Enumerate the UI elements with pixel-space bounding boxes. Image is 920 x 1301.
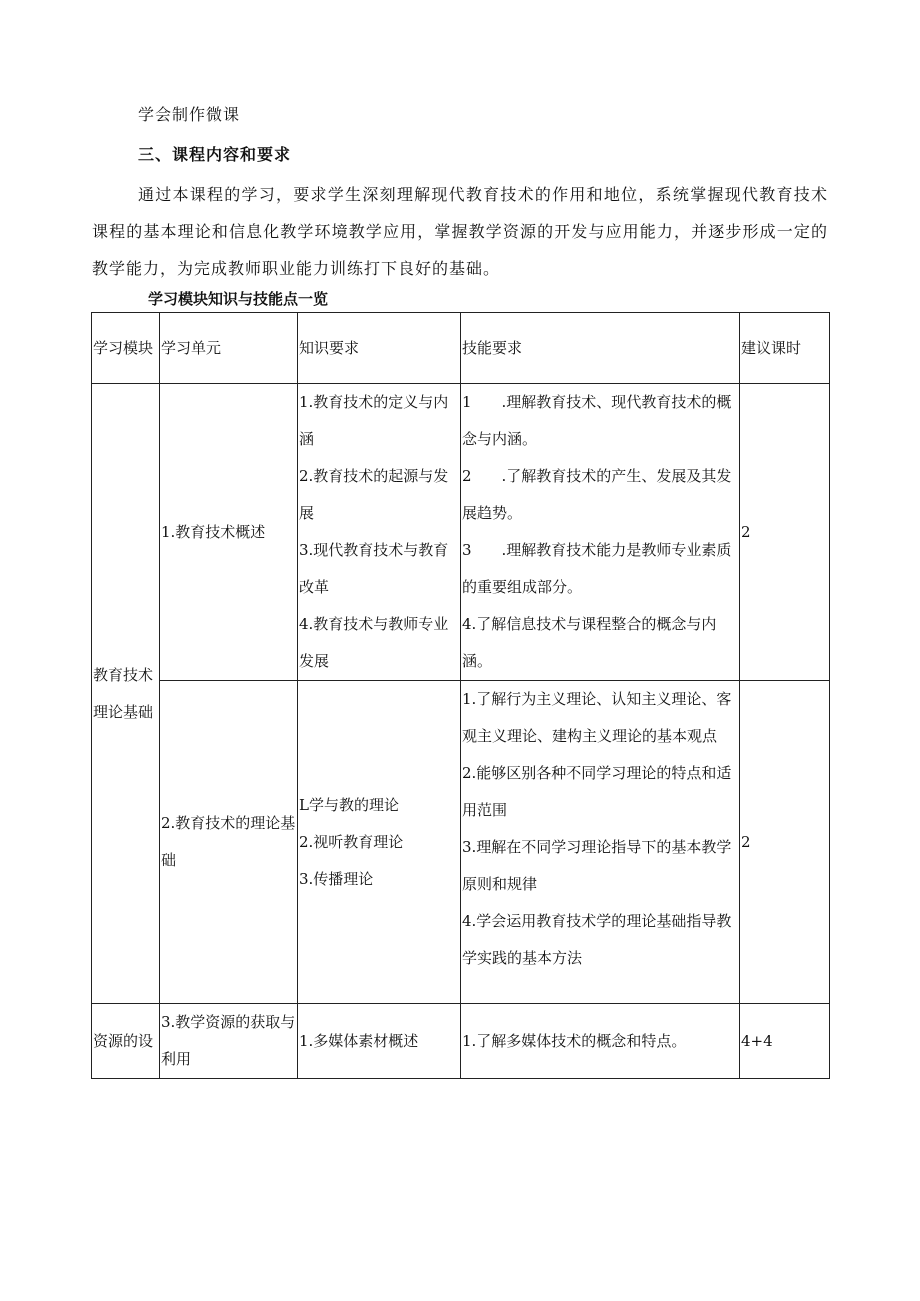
course-paragraph: 通过本课程的学习，要求学生深刻理解现代教育技术的作用和地位，系统掌握现代教育技术课程的基本理论和信息化教学环境教学应用，掌握教学资源的开发与应用能力，并逐步形成一定的教学能力，为完成教师职业能力训练打下良好的基础。 xyxy=(92,185,828,278)
knowledge-cell xyxy=(298,384,461,681)
skill-item: 1 .理解教育技术、现代教育技术的概念与内涵。 xyxy=(462,393,732,448)
header-knowledge: 知识要求 xyxy=(298,313,461,384)
skill-item: 1.了解行为主义理论、认知主义理论、客观主义理论、建构主义理论的基本观点 xyxy=(462,690,732,745)
header-unit: 学习单元 xyxy=(160,313,298,384)
knowledge-cell xyxy=(298,681,461,1004)
header-hours: 建议课时 xyxy=(740,313,830,384)
knowledge-item: 1.多媒体素材概述 xyxy=(299,1031,419,1050)
knowledge-item: L学与教的理论 xyxy=(299,795,399,814)
intro-line: 学会制作微课 xyxy=(138,105,241,124)
skills-cell xyxy=(461,681,740,1004)
skill-item: 1.了解多媒体技术的概念和特点。 xyxy=(462,1031,687,1050)
skill-item: 2.能够区别各种不同学习理论的特点和适用范围 xyxy=(462,764,732,819)
knowledge-item: 3.现代教育技术与教育改革 xyxy=(299,541,449,596)
skill-item: 2 .了解教育技术的产生、发展及其发展趋势。 xyxy=(462,467,732,522)
module-table xyxy=(91,312,830,1079)
unit-cell: 1.教育技术概述 xyxy=(160,384,298,681)
knowledge-item: 2.视听教育理论 xyxy=(299,832,404,851)
skill-item: 4.学会运用教育技术学的理论基础指导教学实践的基本方法 xyxy=(462,912,732,967)
hours-cell: 2 xyxy=(740,681,830,1004)
table-row xyxy=(92,1004,830,1079)
table-header-row xyxy=(92,313,830,384)
knowledge-cell xyxy=(298,1004,461,1079)
table-caption: 学习模块知识与技能点一览 xyxy=(148,290,329,308)
table-row xyxy=(92,681,830,1004)
skill-item: 4.了解信息技术与课程整合的概念与内涵。 xyxy=(462,615,717,670)
module-cell: 资源的设 xyxy=(92,1004,160,1079)
header-module: 学习模块 xyxy=(92,313,160,384)
unit-cell: 2.教育技术的理论基础 xyxy=(160,681,298,1004)
skill-item: 3.理解在不同学习理论指导下的基本教学原则和规律 xyxy=(462,838,732,893)
unit-cell: 3.教学资源的获取与利用 xyxy=(160,1004,298,1079)
skills-cell xyxy=(461,1004,740,1079)
table-row xyxy=(92,384,830,681)
knowledge-item: 1.教育技术的定义与内涵 xyxy=(299,393,449,448)
knowledge-item: 2.教育技术的起源与发展 xyxy=(299,467,449,522)
module-cell: 教育技术理论基础 xyxy=(92,384,160,1004)
skill-item: 3 .理解教育技术能力是教师专业素质的重要组成部分。 xyxy=(462,541,732,596)
section-heading: 三、课程内容和要求 xyxy=(138,145,292,164)
skills-cell xyxy=(461,384,740,681)
hours-cell: 2 xyxy=(740,384,830,681)
knowledge-item: 3.传播理论 xyxy=(299,869,374,888)
hours-cell: 4+4 xyxy=(740,1004,830,1079)
header-skills: 技能要求 xyxy=(461,313,740,384)
knowledge-item: 4.教育技术与教师专业发展 xyxy=(299,615,449,670)
